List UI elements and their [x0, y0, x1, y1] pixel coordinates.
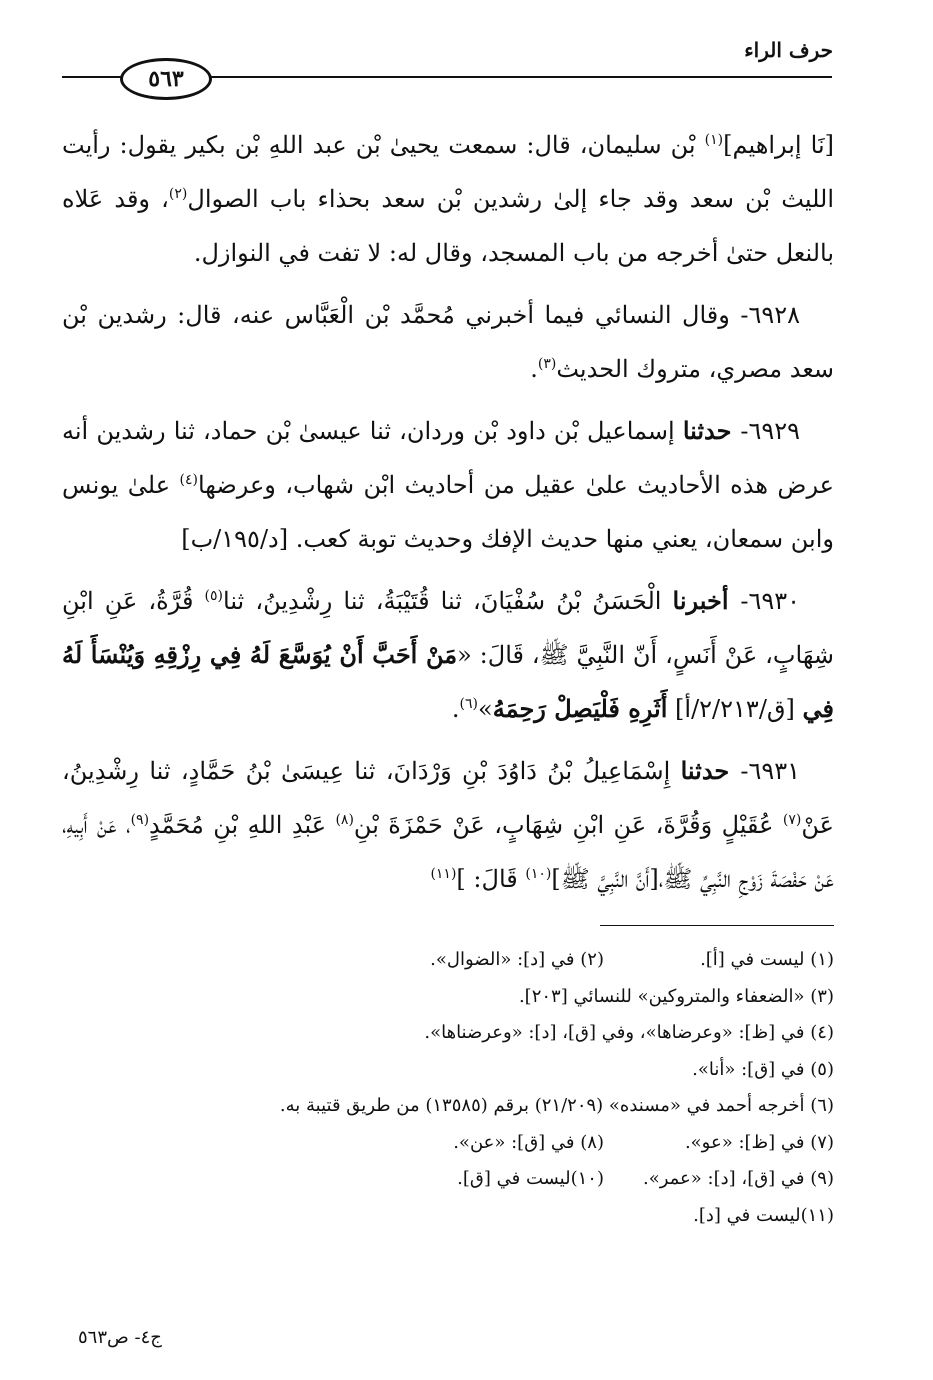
footnote-row	[62, 1088, 834, 1125]
text: .	[530, 355, 538, 383]
text: الْحَسَنُ بْنُ سُفْيَانَ، ثنا قُتَيْبَةُ، ثنا رِشْدِينُ، ثنا	[223, 587, 673, 615]
footnote-number: (١)	[810, 949, 834, 970]
footnote-marker: (١١)	[430, 866, 457, 882]
footnote-text: «الضعفاء والمتروكين» للنسائي [٢٠٣].	[518, 985, 805, 1007]
hadith-number: ٦٩٣٠-	[740, 587, 800, 615]
running-title: حرف الراء	[744, 38, 833, 62]
footnote-number: (٧)	[810, 1131, 834, 1153]
footnote-number: (٣)	[810, 985, 834, 1007]
footnote-row	[62, 1052, 834, 1089]
footnote-text: في [ق]: «أنا».	[692, 1058, 805, 1080]
text: قُرَّةُ، عَنِ ابْنِ شِهَابٍ، عَنْ أَنَسٍ، أَنّ النَّبِيَّ ﷺ، قَالَ: «	[62, 587, 834, 669]
footnote-marker: (٧)	[782, 812, 802, 828]
footnote-text: ليست في [أ].	[700, 949, 805, 970]
text: عَبْدِ اللهِ بْنِ مُحَمَّدٍ	[149, 811, 336, 839]
footnote-text: ليست في [د].	[693, 1204, 801, 1226]
footnote-marker: (٥)	[204, 588, 223, 604]
footnote-number: (٤)	[810, 1022, 834, 1043]
text: بْن سليمان، قال: سمعت يحيىٰ بْن عبد اللهِ بْن بكير يقول: رأيت الليث بْن سعد وقد جاء إلىٰ رشدين بْن سعد بحذاء باب الصوال	[62, 131, 834, 213]
footnote	[430, 942, 604, 979]
hadith-number: ٦٩٢٩-	[740, 417, 800, 445]
footnote-marker: (٨)	[335, 812, 354, 828]
transmission-term: حدثنا	[682, 416, 741, 445]
footnote-marker: (٩)	[130, 812, 150, 828]
text: ، وقد عَلاه بالنعل حتىٰ أخرجه من باب المسجد، وقال له: لا تفت في النوازل.	[62, 185, 834, 267]
prophetic-text: أَثَرِهِ فَلْيَصِلْ رَحِمَهُ	[492, 694, 668, 723]
footnote-number: (١٠)	[570, 1168, 604, 1189]
footnote-text: أخرجه أحمد في «مسنده» (٢١/٢٠٩) برقم (١٣٥٨٥) من طريق قتيبة به.	[279, 1095, 805, 1116]
footnote-number: (٩)	[810, 1168, 834, 1189]
footnote-text: في [ظ]: «وعرضاها»، وفي [ق]، [د]: «وعرضناها».	[424, 1022, 805, 1043]
footnotes	[62, 942, 834, 1234]
hadith-number: ٦٩٢٨-	[740, 301, 800, 329]
footnote-row	[62, 979, 834, 1016]
footnote-text: في [ق]: «عن».	[453, 1131, 575, 1153]
footnote-row	[62, 942, 834, 979]
hadith-6930	[62, 574, 834, 736]
hadith-6929	[62, 404, 834, 566]
transmission-term: حدثنا	[680, 756, 741, 785]
footnote-row	[62, 1198, 834, 1235]
footnote	[453, 1125, 604, 1162]
footnote-text: في [ق]، [د]: «عمر».	[642, 1168, 805, 1189]
footnote	[693, 1198, 834, 1235]
text: وقال النسائي فيما أخبرني مُحمَّد بْن الْعَبَّاس عنه، قال: رشدين بْن سعد مصري، متروك الحديث	[62, 301, 834, 383]
text: عُقَيْلٍ وَقُرَّةَ، عَنِ ابْنِ شِهَابٍ، عَنْ حَمْزَةَ بْنِ	[353, 811, 783, 839]
prophetic-text: مَنْ أَحَبَّ أَنْ يُوَسَّعَ لَهُ فِي رِزْقِهِ وَيُنْسَأَ لَهُ فِي	[62, 640, 834, 723]
text: إسماعيل بْن داود بْن وردان، ثنا عيسىٰ بْن حماد، ثنا رشدين أنه عرض هذه الأحاديث علىٰ عقيل من أحاديث ابْن شهاب، وعرضها	[62, 417, 834, 499]
manuscript-ref: [ق/٢/٢١٣/أ]	[667, 695, 803, 723]
text: »	[478, 695, 493, 723]
volume-page-footer: ج٤- ص٥٦٣	[78, 1327, 162, 1348]
footnote-marker: (٤)	[179, 472, 198, 488]
page-number: ٥٦٣	[120, 58, 212, 100]
footnote-rule	[600, 925, 834, 926]
text: علىٰ يونس وابن سمعان، يعني منها حديث الإفك وحديث توبة كعب. [د/١٩٥/ب]	[62, 471, 834, 553]
footnote	[692, 1052, 834, 1089]
footnote-marker: (٣)	[537, 356, 557, 372]
footnote-number: (٨)	[580, 1131, 604, 1153]
footnote	[280, 1088, 834, 1125]
transmission-term: أخبرنا	[672, 586, 741, 615]
footnote	[457, 1161, 604, 1198]
paragraph-continuation	[62, 118, 834, 280]
bracket-insert: [نَا إبراهيم]	[723, 131, 834, 159]
text: ، عَنْ أَبِيهِ، عَنْ حَفْصَةَ زَوْجِ النَّبِيِّ ﷺ،[أَنَّ النَّبِيَّ ﷺ]	[62, 811, 834, 893]
text: إِسْمَاعِيلُ بْنُ دَاوُدَ بْنِ وَرْدَانَ، ثنا عِيسَىٰ بْنُ حَمَّادٍ، ثنا رِشْدِينُ، عَنْ	[62, 757, 834, 839]
main-text	[62, 118, 834, 914]
footnote-marker: (١)	[704, 132, 724, 148]
text: قَالَ: ]	[456, 865, 526, 893]
footnote-row	[62, 1015, 834, 1052]
footnote	[604, 1125, 834, 1162]
footnote-number: (١١)	[800, 1204, 834, 1226]
footnote	[424, 1015, 834, 1052]
footnote-row	[62, 1161, 834, 1198]
hadith-6931	[62, 744, 834, 906]
footnote-number: (٦)	[810, 1095, 834, 1116]
footnote-text: في [ظ]: «عو».	[684, 1131, 805, 1153]
footnote-row	[62, 1125, 834, 1162]
footnote	[604, 1161, 834, 1198]
footnote	[519, 979, 834, 1016]
text: .	[451, 695, 460, 723]
footnote-number: (٥)	[810, 1058, 834, 1080]
hadith-6928	[62, 288, 834, 396]
footnote	[604, 942, 834, 979]
footnote-text: في [د]: «الضوال».	[430, 949, 575, 970]
footnote-marker: (١٠)	[525, 866, 552, 882]
footnote-marker: (٢)	[168, 186, 188, 202]
footnote-number: (٢)	[580, 949, 604, 970]
hadith-number: ٦٩٣١-	[740, 757, 800, 785]
footnote-marker: (٦)	[459, 696, 479, 712]
footnote-text: ليست في [ق].	[457, 1168, 571, 1189]
